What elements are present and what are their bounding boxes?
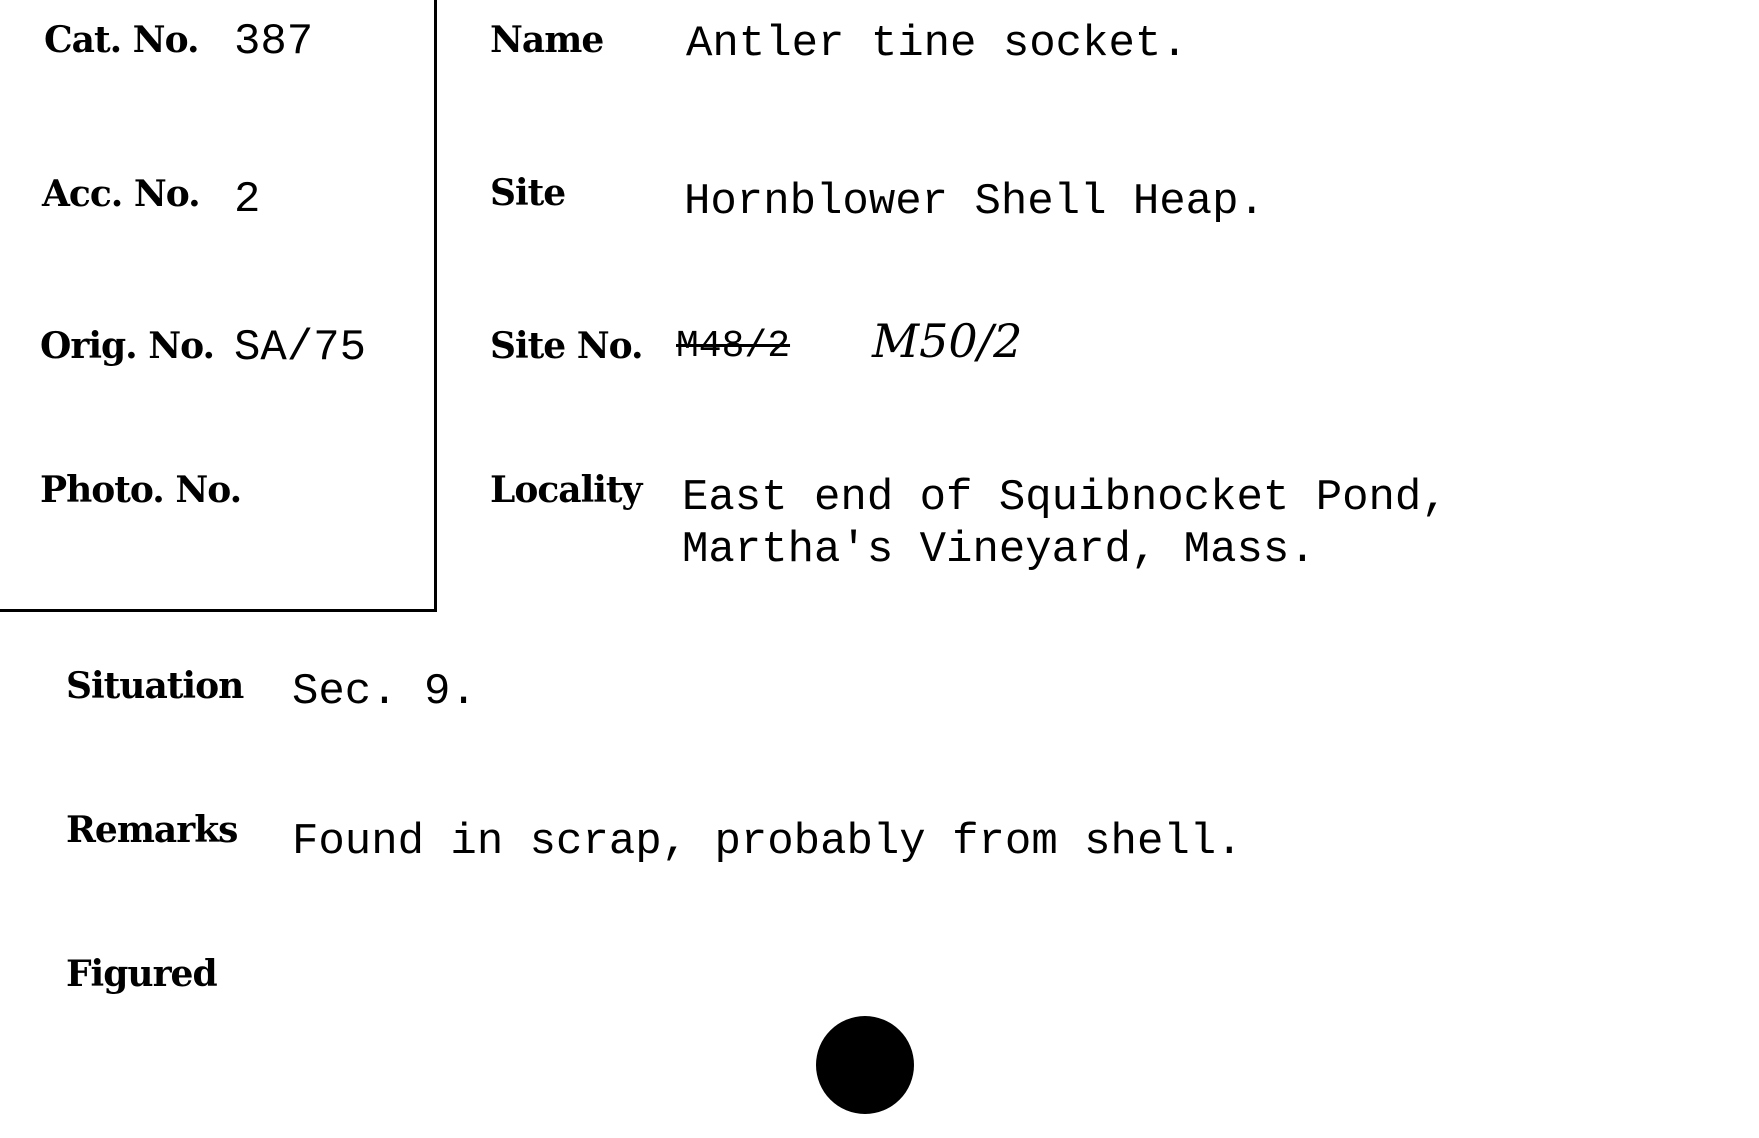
remarks-value: Found in scrap, probably from shell. — [292, 817, 1243, 867]
site-label: Site — [490, 172, 566, 214]
box-right-border — [434, 0, 437, 612]
locality-value — [682, 472, 1448, 576]
site-no-value: M50/2 — [872, 314, 1023, 368]
cat-no-label: Cat. No. — [44, 19, 199, 61]
acc-no-value: 2 — [234, 175, 261, 225]
acc-no-label: Acc. No. — [42, 173, 200, 215]
locality-line-1: East end of Squibnocket Pond, — [682, 473, 1448, 523]
site-value: Hornblower Shell Heap. — [684, 177, 1265, 227]
orig-no-label: Orig. No. — [40, 325, 215, 367]
situation-value: Sec. 9. — [292, 667, 477, 717]
locality-line-2: Martha's Vineyard, Mass. — [682, 525, 1316, 575]
punch-hole — [816, 1016, 914, 1114]
photo-no-label: Photo. No. — [40, 469, 242, 511]
site-no-label: Site No. — [490, 325, 643, 367]
remarks-label: Remarks — [66, 809, 238, 851]
figured-label: Figured — [66, 953, 217, 995]
site-no-struck-value: M48/2 — [676, 325, 791, 368]
locality-label: Locality — [490, 469, 642, 511]
box-bottom-border — [0, 609, 437, 612]
name-value: Antler tine socket. — [686, 19, 1188, 69]
cat-no-value: 387 — [234, 17, 314, 67]
name-label: Name — [490, 19, 604, 61]
orig-no-value: SA/75 — [234, 323, 367, 373]
situation-label: Situation — [66, 665, 244, 707]
